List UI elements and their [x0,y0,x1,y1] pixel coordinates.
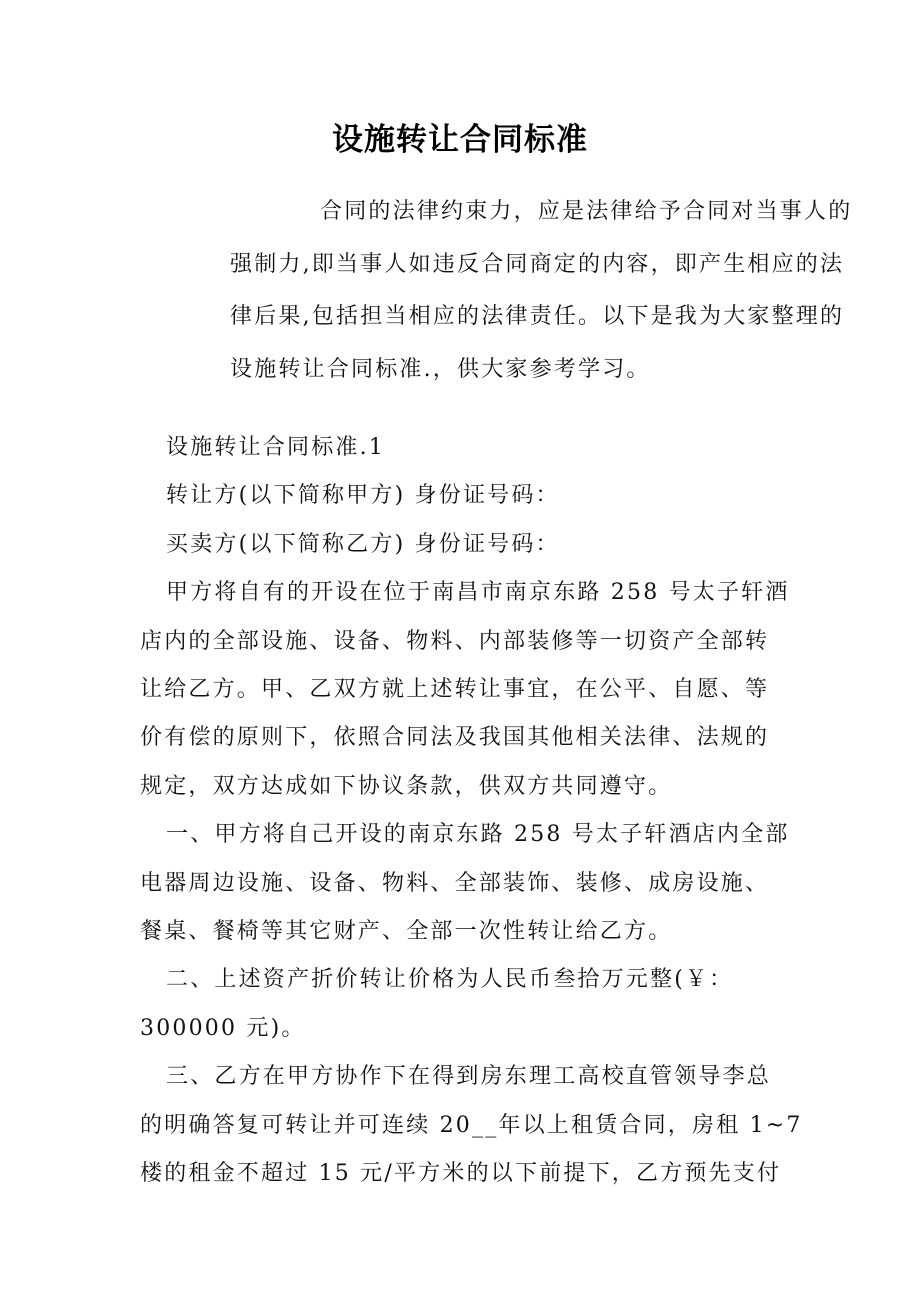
clause-3-line: 的明确答复可转让并可连续 20__年以上租赁合同，房租 1~7 [140,1112,803,1138]
preamble-line: 规定，双方达成如下协议条款，供双方共同遵守。 [140,773,673,799]
clause-3-line: 楼的租金不超过 15 元/平方米的以下前提下，乙方预先支付 [140,1161,782,1187]
section-heading: 设施转让合同标准.1 [166,435,385,460]
intro-line: 律后果,包括担当相应的法律责任。以下是我为大家整理的 [230,304,845,329]
party-a-line: 转让方(以下简称甲方) 身份证号码： [166,483,560,509]
clause-3-line: 三、乙方在甲方协作下在得到房东理工高校直管领导李总 [166,1064,772,1090]
clause-1-line: 餐桌、餐椅等其它财产、全部一次性转让给乙方。 [140,919,673,945]
preamble-line: 甲方将自有的开设在位于南昌市南京东路 258 号太子轩酒 [166,580,790,606]
preamble-line: 让给乙方。甲、乙双方就上述转让事宜，在公平、自愿、等 [140,677,770,703]
document-title: 设施转让合同标准 [332,122,588,158]
intro-line: 合同的法律约束力，应是法律给予合同对当事人的 [320,199,853,224]
clause-1-line: 电器周边设施、设备、物料、全部装饰、装修、成房设施、 [140,870,770,896]
intro-line: 设施转让合同标准.，供大家参考学习。 [230,356,651,382]
intro-line: 强制力,即当事人如违反合同商定的内容，即产生相应的法 [230,251,845,277]
clause-2-line: 300000 元)。 [140,1015,306,1041]
preamble-line: 价有偿的原则下，依照合同法及我国其他相关法律、法规的 [140,725,770,751]
preamble-line: 店内的全部设施、设备、物料、内部装修等一切资产全部转 [140,628,770,654]
contract-body [140,424,803,1199]
clause-2-line: 二、上述资产折价转让价格为人民币叁拾万元整(￥： [166,967,734,993]
intro-paragraph [140,186,853,396]
party-b-line: 买卖方(以下简称乙方) 身份证号码： [166,531,560,557]
clause-1-line: 一、甲方将自己开设的南京东路 258 号太子轩酒店内全部 [166,822,790,848]
